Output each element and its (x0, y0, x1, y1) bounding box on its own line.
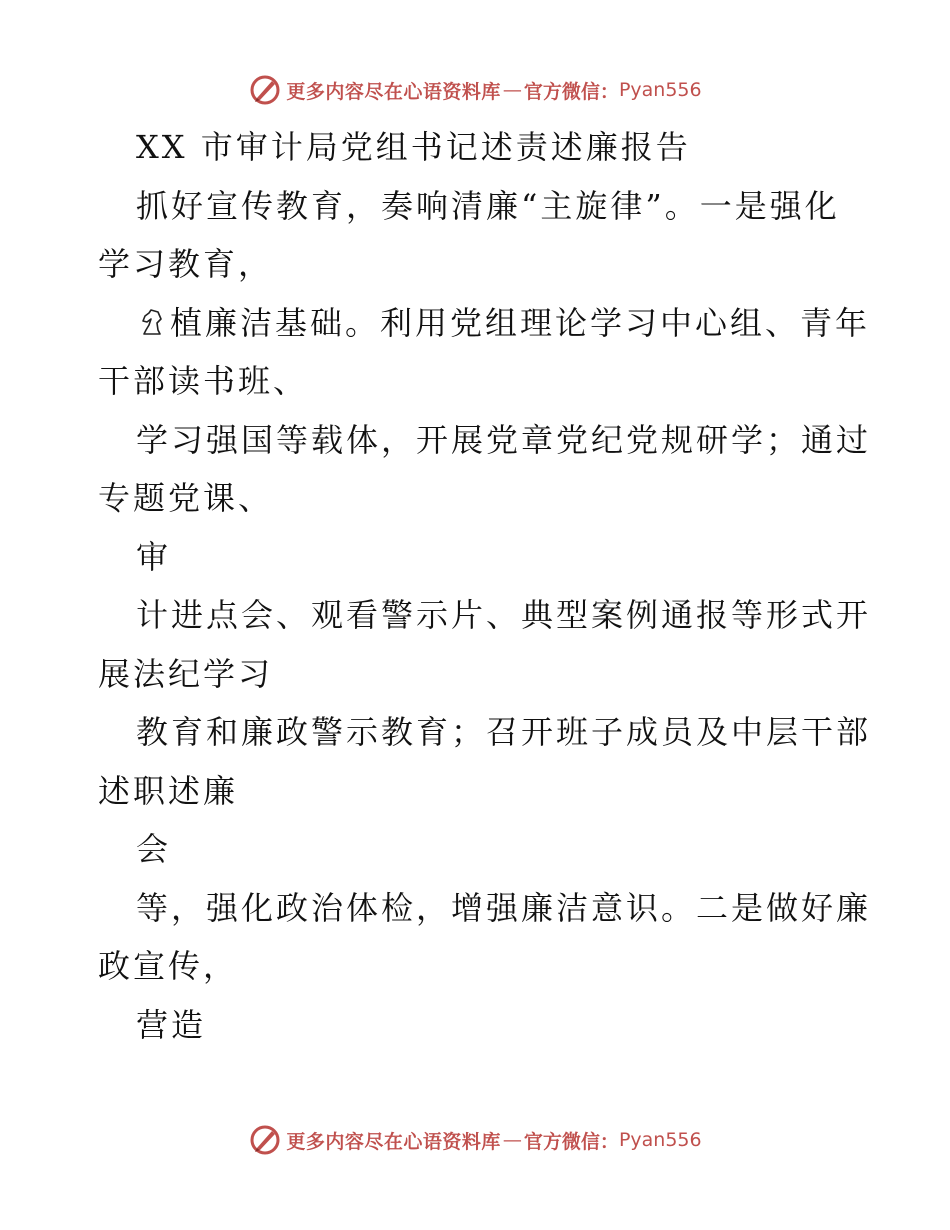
banner-text: 更多内容尽在心语资料库 (286, 1130, 501, 1153)
document-line-text: XX 市审计局党组书记述责述廉报告 (136, 128, 691, 166)
document-line-text: 展法纪学习 (98, 654, 274, 693)
document-line (98, 528, 858, 587)
pen-logo-icon (248, 1123, 282, 1157)
document-line (98, 996, 858, 1055)
document-line (98, 879, 872, 938)
document-line-text: 营造 (136, 1005, 207, 1044)
document-line-text: 审 (136, 537, 172, 576)
banner-wechat-id: Pyan556 (618, 79, 702, 101)
pen-logo-icon (248, 73, 282, 107)
document-line (98, 177, 858, 236)
document-line (98, 703, 872, 762)
document-line-text: 学习教育， (98, 245, 274, 283)
document-line-text: 述职述廉 (98, 771, 239, 810)
document-line-text: 等，强化政治体检，增强廉洁意识。二是做好廉 (136, 888, 872, 927)
document-line-text: 植廉洁基础。利用党组理论学习中心组、青年 (170, 303, 871, 342)
footer-watermark-banner (0, 1120, 950, 1160)
knight-icon (136, 306, 168, 338)
document-line (98, 586, 872, 645)
document-line (98, 469, 858, 528)
document-line (98, 235, 858, 294)
document-line-text: 政宣传， (98, 947, 239, 985)
document-body (98, 118, 872, 1054)
banner-dash: — (502, 79, 522, 101)
document-line-text: 抓好宣传教育，奏响清廉“主旋律”。一是强化 (136, 186, 840, 225)
document-line-text: 学习强国等载体，开展党章党纪党规研学；通过 (136, 420, 872, 459)
document-line (98, 645, 858, 704)
banner-wechat-id: Pyan556 (618, 1129, 702, 1151)
document-line (98, 762, 858, 821)
document-line-text: 干部读书班、 (98, 362, 309, 400)
document-line (98, 352, 858, 411)
banner-official-label: 官方微信： (523, 1130, 619, 1153)
document-line-text: 会 (136, 830, 172, 868)
document-line (98, 937, 858, 996)
document-line-text: 专题党课、 (98, 479, 274, 517)
banner-text: 更多内容尽在心语资料库 (286, 80, 501, 103)
document-line-text: 计进点会、观看警示片、典型案例通报等形式开 (136, 596, 872, 634)
document-line (98, 820, 858, 879)
banner-official-label: 官方微信： (523, 80, 619, 103)
document-line (98, 118, 858, 177)
banner-dash: — (502, 1129, 522, 1151)
document-line (98, 294, 871, 353)
document-line-text: 教育和廉政警示教育；召开班子成员及中层干部 (136, 713, 872, 751)
header-watermark-banner (0, 70, 950, 110)
document-line (98, 411, 872, 470)
